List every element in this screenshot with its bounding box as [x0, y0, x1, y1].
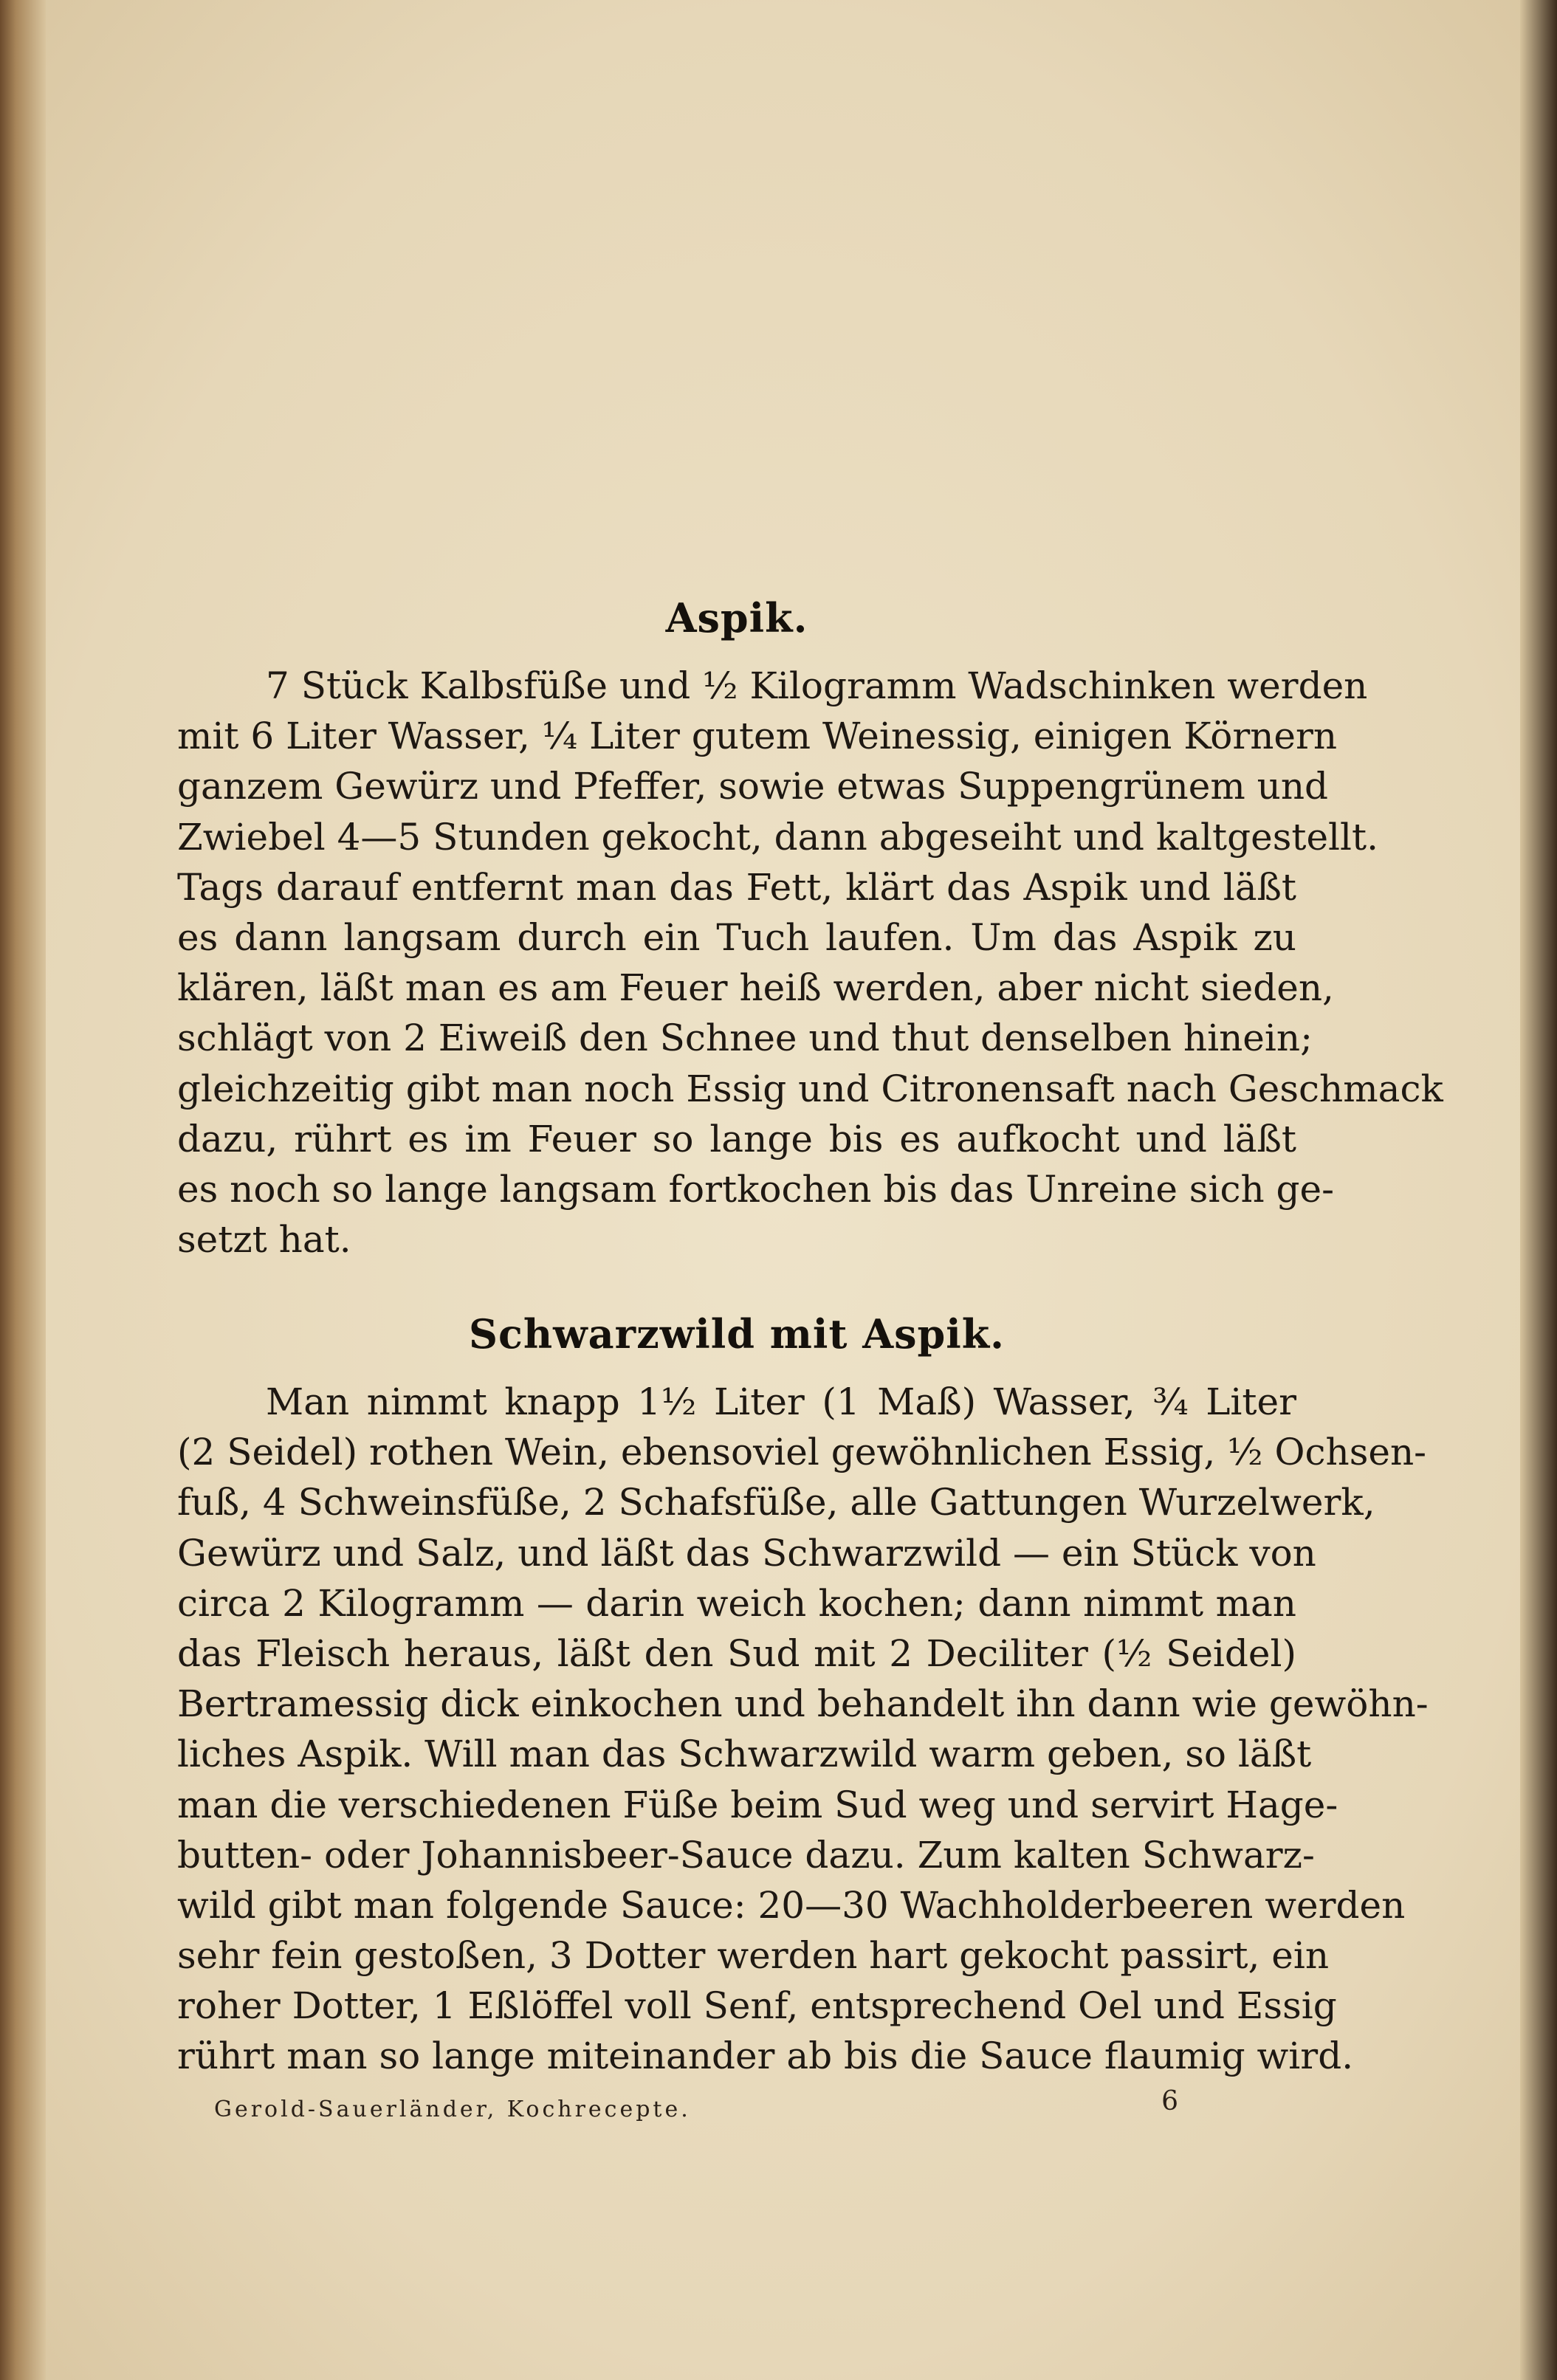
text-line: mit 6 Liter Wasser, ¼ Liter gutem Weinessig, einigen Körnern: [177, 715, 1338, 758]
text-line: (2 Seidel) rothen Wein, ebensoviel gewöhnlichen Essig, ½ Ochsen-: [177, 1431, 1427, 1474]
text-line: setzt hat.: [177, 1218, 351, 1262]
text-line: rührt man so lange miteinander ab bis die Sauce flaumig wird.: [177, 2035, 1354, 2078]
book-spine: [0, 0, 46, 2380]
page-edge-shadow: [1520, 0, 1557, 2380]
text-line: es noch so lange langsam fortkochen bis das Unreine sich ge-: [177, 1167, 1335, 1211]
text-line: butten- oder Johannisbeer-Sauce dazu. Zum kalten Schwarz-: [177, 1833, 1315, 1877]
text-line: das Fleisch heraus, läßt den Sud mit 2 Deciliter (½ Seidel): [177, 1631, 1296, 1675]
page-number: 6: [1161, 2086, 1178, 2116]
page-footer: [214, 2086, 1178, 2122]
text-line: circa 2 Kilogramm — darin weich kochen; dann nimmt man: [177, 1581, 1296, 1625]
text-line: ganzem Gewürz und Pfeffer, sowie etwas Suppengrünem und: [177, 765, 1329, 808]
text-line: 7 Stück Kalbsfüße und ½ Kilogramm Wadschinken werden: [266, 664, 1368, 707]
text-line: Man nimmt knapp 1½ Liter (1 Maß) Wasser, ¾ Liter: [266, 1380, 1296, 1423]
text-line: Gewürz und Salz, und läßt das Schwarzwild — ein Stück von: [177, 1531, 1316, 1575]
text-line: gleichzeitig gibt man noch Essig und Citronensaft nach Geschmack: [177, 1067, 1443, 1110]
text-line: liches Aspik. Will man das Schwarzwild warm geben, so läßt: [177, 1733, 1312, 1776]
section-title-aspik: Aspik.: [665, 594, 808, 642]
text-line: sehr fein gestoßen, 3 Dotter werden hart gekocht passirt, ein: [177, 1934, 1330, 1978]
text-line: schlägt von 2 Eiweiß den Schnee und thut denselben hinein;: [177, 1017, 1313, 1060]
text-line: klären, läßt man es am Feuer heiß werden, aber nicht sieden,: [177, 966, 1334, 1010]
text-line: es dann langsam durch ein Tuch laufen. Um das Aspik zu: [177, 915, 1296, 959]
text-line: roher Dotter, 1 Eßlöffel voll Senf, entsprechend Oel und Essig: [177, 1984, 1337, 2028]
text-line: Zwiebel 4—5 Stunden gekocht, dann abgeseiht und kaltgestellt.: [177, 815, 1379, 859]
text-line: Tags darauf entfernt man das Fett, klärt das Aspik und läßt: [177, 865, 1296, 909]
text-line: wild gibt man folgende Sauce: 20—30 Wachholderbeeren werden: [177, 1883, 1406, 1927]
section-body-schwarzwild: [177, 1377, 1429, 2082]
text-line: Bertramessig dick einkochen und behandelt ihn dann wie gewöhn-: [177, 1682, 1429, 1726]
text-line: man die verschiedenen Füße beim Sud weg und servirt Hage-: [177, 1783, 1338, 1826]
section-title-schwarzwild: Schwarzwild mit Aspik.: [469, 1310, 1005, 1358]
text-line: fuß, 4 Schweinsfüße, 2 Schafsfüße, alle Gattungen Wurzelwerk,: [177, 1481, 1375, 1524]
printer-signature: Gerold-Sauerländer, Kochrecepte.: [214, 2097, 691, 2122]
section-body-aspik: [177, 661, 1443, 1265]
text-line: dazu, rührt es im Feuer so lange bis es aufkocht und läßt: [177, 1117, 1296, 1160]
